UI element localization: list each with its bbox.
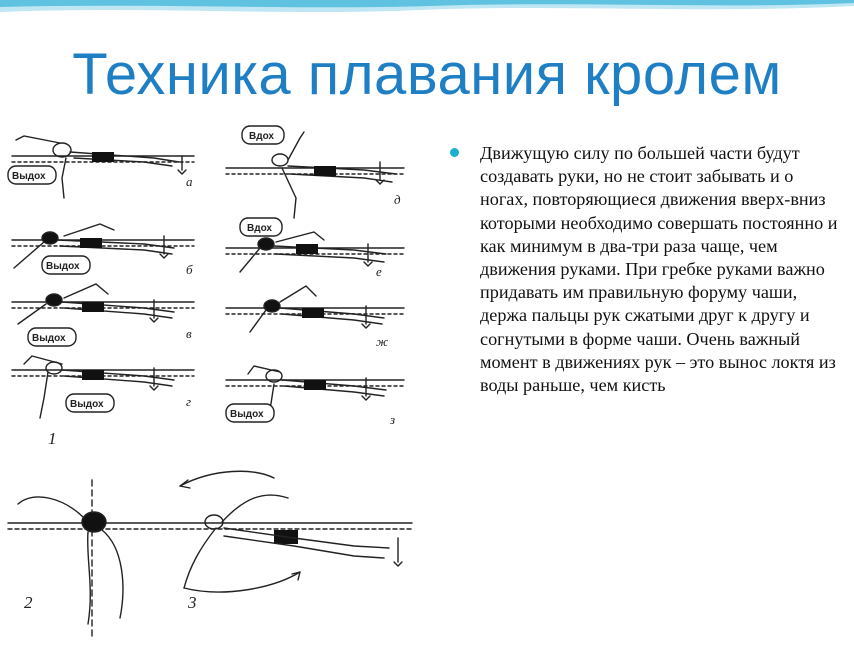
svg-text:Вдох: Вдох [247, 223, 272, 234]
phase-b-swimmer [12, 224, 194, 268]
exhale-bubble-g [66, 394, 114, 412]
phase-letter-e: е [376, 264, 382, 279]
bullet-text: Движущую силу по большей части будут создавать руки, но не стоит забывать и о ногах, повторяющиеся движения вверх-вниз которыми необходимо совершать постоянно и как минимум в два-три раза чаще, чем движения руками. При гребке руками важно придавать им правильную форуму чаши, держа пальцы рук сжатыми друг к другу и согнутыми в форме чаши. Очень важный момент в движениях рук – это вынос локтя из воды раньше, чем кисть [480, 143, 838, 396]
exhale-bubble-a [8, 166, 56, 184]
front-view-swimmer [8, 480, 412, 638]
phase-d-swimmer [226, 132, 404, 218]
top-wave-decoration [0, 0, 854, 22]
slide-title: Техника плавания кролем [72, 42, 782, 107]
exhale-label: Выдох [12, 171, 46, 182]
crawl-technique-illustration [4, 118, 414, 643]
phase-letter-v: в [186, 326, 192, 341]
phase-letter-a: а [186, 174, 193, 189]
phase-letter-zh: ж [376, 334, 389, 349]
svg-text:Выдох: Выдох [32, 333, 66, 344]
inhale-bubble-d [242, 126, 284, 144]
inhale-label: Вдох [249, 131, 274, 142]
inhale-bubble-e [240, 218, 282, 236]
bullet-point [450, 142, 845, 397]
side-view-swimmer [180, 471, 402, 592]
phase-letter-b: б [186, 262, 193, 277]
exhale-bubble-b [42, 256, 90, 274]
exhale-bubble-v [28, 328, 76, 346]
phase-letter-d: д [394, 192, 401, 207]
figure-number-2: 2 [24, 593, 33, 612]
svg-text:Выдох: Выдох [70, 399, 104, 410]
phase-zh-swimmer [226, 286, 404, 332]
phase-letter-g: г [186, 394, 192, 409]
phase-v-swimmer [12, 284, 194, 324]
phase-letter-z: з [390, 412, 396, 427]
svg-text:Выдох: Выдох [230, 409, 264, 420]
exhale-bubble-z [226, 404, 274, 422]
figure-number-1: 1 [48, 429, 57, 448]
svg-text:Выдох: Выдох [46, 261, 80, 272]
bullet-dot-icon [450, 148, 459, 157]
figure-number-3: 3 [188, 593, 197, 612]
